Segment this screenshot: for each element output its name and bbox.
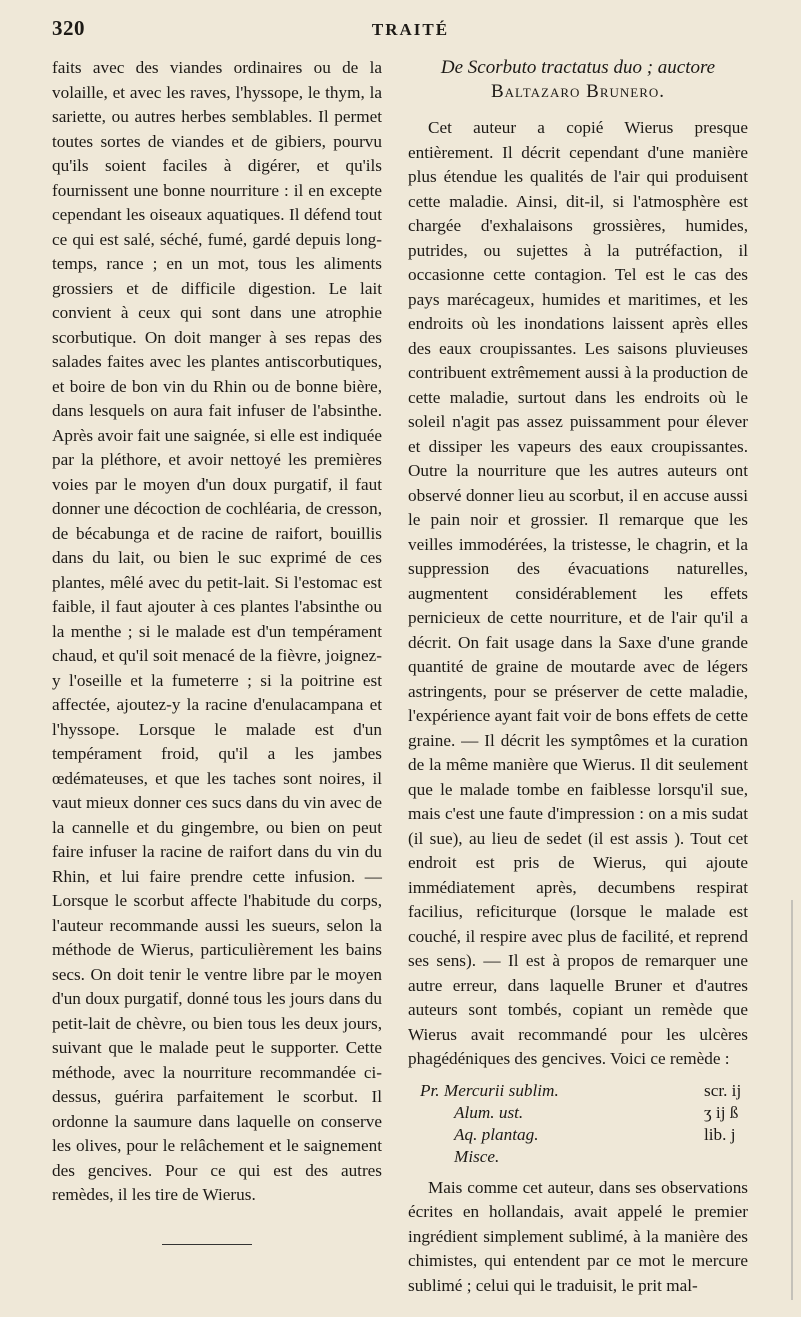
recipe-quantity: scr. ij [704, 1080, 742, 1100]
recipe-quantity: ʒ ij ß [704, 1102, 739, 1122]
recipe-quantity [704, 1146, 748, 1168]
recipe-line [420, 1080, 748, 1102]
recipe-line [420, 1146, 748, 1168]
treatise-title-text: De Scorbuto tractatus duo ; auctore [440, 57, 716, 78]
right-paragraph-1: Cet auteur a copié Wierus presque entièrement. Il décrit cependant d'une manière plus étendue les qualités de l'air qui produisent cette maladie. Ainsi, dit-il, si l'atmosphère est chargée d'exhalaisons grossières, humides, putrides, ou sujettes à la putréfaction, il occasionne cette contagion. Tel est le cas des pays marécageux, humides et maritimes, et les endroits où les inondations laissent après elles des eaux croupissantes. Les saisons pluvieuses contribuent extrêmement aussi à la production de cette maladie, surtout dans les endroits où le soleil n'agit pas assez puissamment pour élever et dissiper les vapeurs des eaux croupissantes. Outre la nourriture que les autres auteurs ont observé donner lieu au scorbut, il en accuse aussi le pain noir et grossier. Il remarque que les veilles immodérées, la tristesse, le chagrin, et la suppression des évacuations naturelles, augmentent considérablement les effets pernicieux de cette nourriture, et de l'air qu'il a décrit. On fait usage dans la Saxe d'une grande quantité de graine de moutarde avec de légers astringents, pour se préserver de cette maladie, l'expérience ayant fait voir de bons effets de cette graine. — Il décrit les symptômes et la curation de la même manière que Wierus. Il dit seulement que le malade tombe en faiblesse lorsqu'il sue, mais c'est une faute d'impression : on a mis sudat (il sue), au lieu de sedet (il est assis ). Tout cet endroit est pris de Wierus, qui ajoute immédiatement après, decumbens respirat facilius, reficiturque (lorsque le malade est couché, il respire avec plus de facilité, et reprend ses sens). — Il est à propos de remarquer une autre erreur, dans laquelle Bruner et d'autres auteurs sont tombés, copiant un remède que Wierus avait recommandé pour les ulcères phagédéniques des gencives. Voici ce remède : [408, 118, 748, 1068]
treatise-author: Baltazaro Brunero. [490, 81, 666, 102]
recipe-ingredient: Misce. [454, 1146, 500, 1166]
right-paragraph-2: Mais comme cet auteur, dans ses observations écrites en hollandais, avait appelé le premier ingrédient simplement sublimé, à la manière des chimistes, qui entendent par ce mot le mercure sublimé ; celui qui le traduisit, le prit mal- [408, 1177, 748, 1295]
right-column [408, 56, 748, 1298]
recipe-line [420, 1124, 748, 1146]
recipe-block [420, 1080, 748, 1168]
recipe-ingredient: Alum. ust. [454, 1102, 524, 1122]
page-edge-shadow [791, 900, 793, 1300]
recipe-ingredient: Aq. plantag. [454, 1124, 539, 1144]
section-end-rule [162, 1244, 252, 1245]
treatise-title [408, 56, 748, 104]
page-number: 320 [52, 16, 85, 40]
left-paragraph: faits avec des viandes ordinaires ou de la volaille, et avec les raves, l'hyssope, le thym, la sariette, ou autres herbes semblables. Il permet toutes sortes de viandes et de gibiers, pourvu qu'ils soient faciles à digérer, et qu'ils fournissent une bonne nourriture : il en excepte cependant les oiseaux aquatiques. Il défend tout ce qui est salé, séché, fumé, gardé depuis long-temps, rance ; en un mot, tous les aliments grossiers et de difficile digestion. Le lait convient à ceux qui sont dans une atrophie scorbutique. On doit manger à ses repas des salades faites avec les plantes antiscorbutiques, et boire de bon vin du Rhin ou de bonne bière, dans lesquels on aura fait infuser de l'absinthe. Après avoir fait une saignée, si elle est indiquée par la pléthore, et avoir nettoyé les premières voies par le moyen d'un doux purgatif, il faut donner une décoction de cochléaria, de cresson, de bécabunga et de racine de raifort, bouillis dans du lait, ou bien le suc exprimé de ces plantes, mêlé avec du petit-lait. Si l'estomac est faible, il faut ajouter à ces plantes l'absinthe ou la menthe ; si le malade est d'un tempérament chaud, et qu'il soit menacé de la fièvre, joignez-y l'oseille et la fumeterre ; si la poitrine est affectée, ajoutez-y la racine d'enulacampana et l'hyssope. Lorsque le malade est d'un tempérament froid, qu'il a les jambes œdémateuses, et que les taches sont noires, il vaut mieux donner ces sucs dans du vin avec de la cannelle et du gingembre, ou bien on peut faire infuser la racine de raifort dans du vin du Rhin, et lui faire prendre cette infusion. — Lorsque le scorbut affecte l'habitude du corps, l'auteur recommande aussi les sueurs, selon la méthode de Wierus, particulièrement les bains secs. On doit tenir le ventre libre par le moyen d'un doux purgatif, donné tous les jours dans du petit-lait de chèvre, ou bien tous les deux jours, suivant que le malade peut le supporter. Cette méthode, avec la nourriture recommandée ci-dessus, guérira parfaitement le scorbut. Il ordonne la saumure dans laquelle on conserve les olives, pour le relâchement et le saignement des gencives. Pour ce qui est des autres remèdes, il les tire de Wierus. [52, 58, 382, 1204]
recipe-line [420, 1102, 748, 1124]
recipe-quantity: lib. j [704, 1124, 736, 1144]
running-title: TRAITÉ [371, 20, 450, 39]
recipe-ingredient: Pr. Mercurii sublim. [420, 1080, 559, 1100]
left-column [52, 56, 382, 1245]
